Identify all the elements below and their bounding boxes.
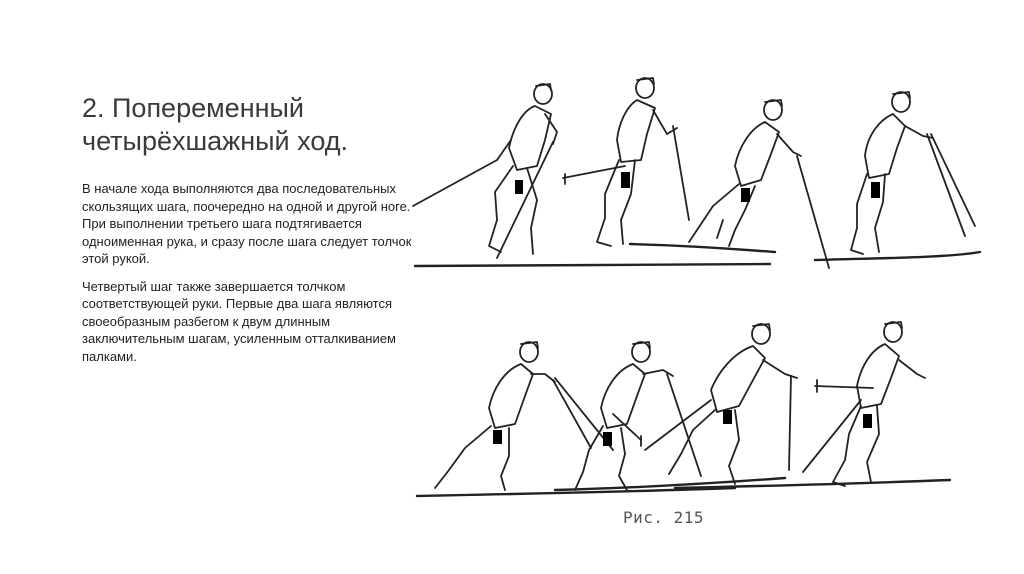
ski-bottom-2: [555, 478, 785, 490]
paragraph-2: Четвертый шаг также завершается толчком соответствующей руки. Первые два шага являются своеобразным разбегом к двум длинным заключительным шагам, усиленным отталкиванием палками.: [82, 278, 396, 364]
ski-bottom-3: [675, 480, 950, 488]
skier-bottom-2: [575, 342, 701, 490]
slide-title: 2. Попеременный четырёхшажный ход.: [82, 93, 349, 156]
ski-top-2: [630, 244, 775, 252]
ski-track-top-left: [415, 264, 770, 266]
ski-top-4: [815, 252, 980, 260]
skier-bottom-4: [803, 322, 925, 486]
skier-top-3: [689, 100, 829, 268]
skier-top-4: [851, 92, 975, 254]
slide-body: [82, 180, 412, 375]
figure-caption: Рис. 215: [623, 508, 705, 527]
skier-top-2: [563, 78, 689, 246]
skier-bottom-3: [645, 324, 797, 484]
skier-drawing-svg: [405, 70, 1005, 540]
skier-sequence-illustration: [405, 70, 1005, 540]
skier-top-1: [413, 84, 557, 258]
skier-bottom-1: [435, 342, 613, 490]
paragraph-1: В начале хода выполняются два последовательных скользящих шага, поочередно на одной и другой ноге. При выполнении третьего шага подтягивается одноименная рука, и сразу после шага следует толчок этой рукой.: [82, 181, 412, 266]
